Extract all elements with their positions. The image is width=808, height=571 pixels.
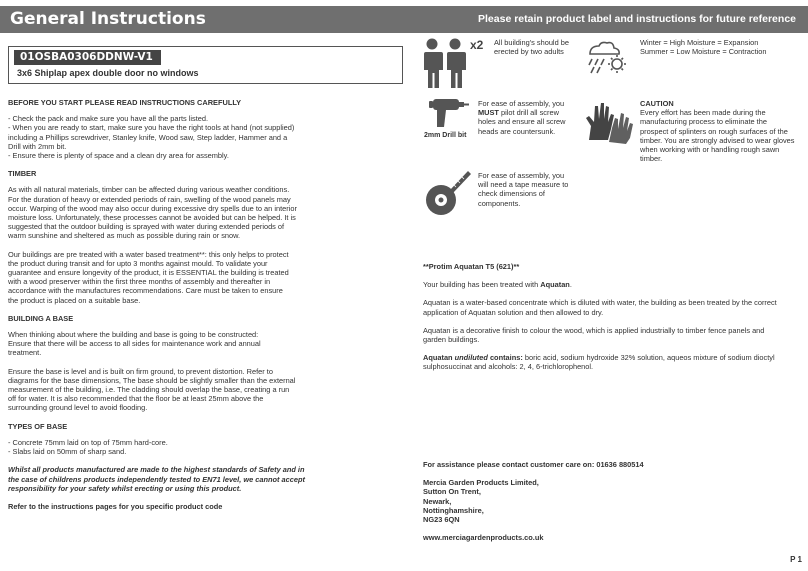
text-line: Our buildings are pre treated with a water based treatment**: this only helps to protect [8, 249, 289, 259]
text-line: the case of childrens products independently tested to EN71 level, we cannot accept [8, 474, 305, 484]
caution-heading: CAUTION [640, 99, 674, 108]
text-line: when working with or handling rough sawn [640, 145, 780, 155]
base-para-2 [8, 367, 408, 413]
text-line: check dimensions of [478, 189, 545, 199]
text-span: boric acid, sodium hydroxide 32% solution, aqueos mixture of sodium dioctyl [522, 353, 775, 363]
text-line: guarantee and ensure longevity of the product, it is ESSENTIAL the building is treated [8, 268, 289, 278]
text-line: off for water. It is also recommended that the floor be at least 25mm above the [8, 394, 264, 404]
safety-note [8, 465, 408, 493]
text-line: prospect of splinters on rough surfaces of the [640, 126, 788, 136]
care-line: For assistance please contact customer care on: 01636 880514 [423, 460, 644, 469]
text-line: responsibility for your safety whilst erecting or using this product. [8, 483, 242, 493]
text-line: the product is placed on a suitable base. [8, 295, 141, 305]
retain-note: Please retain product label and instructions for future reference [478, 13, 796, 25]
text-span: contains: [487, 353, 523, 363]
text-line: garden buildings. [423, 335, 480, 345]
people-text [494, 38, 584, 56]
text-line: application of Aquatan solution and then allowed to dry. [423, 307, 604, 317]
text-line: treatment. [8, 348, 42, 358]
text-line: occur. Warping of the wood may also occur during excessive dry spells due to an interior [8, 203, 297, 213]
aquatan-name: Aquatan [540, 280, 570, 290]
tape-measure-icon [424, 168, 472, 218]
aquatan-para-3 [423, 326, 803, 344]
weather-icon [584, 40, 630, 76]
text-line: Aquatan is a water-based concentrate which is diluted with water, the building as been treated by the correct [423, 298, 777, 308]
text-line: Summer = Low Moisture = Contraction [640, 47, 767, 57]
text-line: heads are countersunk. [478, 126, 556, 136]
before-heading: BEFORE YOU START PLEASE READ INSTRUCTIONS CAREFULLY [8, 98, 242, 107]
gloves-icon [585, 100, 633, 144]
text-line: - Concrete 75mm laid on top of 75mm hard-core. [8, 437, 168, 447]
before-line: - Ensure there is plenty of space and a clean dry area for assembly. [8, 151, 229, 161]
product-label-box [8, 46, 403, 84]
text-line: warm sunshine and sheltered as much as possible during rain or snow. [8, 231, 241, 241]
left-column [8, 98, 408, 511]
page-number: P 1 [790, 555, 802, 564]
address-line: Nottinghamshire, [423, 505, 484, 515]
text-line: moisture loss. Unfortunately, these processes cannot be avoided but can be helped. It is [8, 213, 296, 223]
text-line: Every effort has been made during the [640, 108, 766, 118]
page-title: General Instructions [10, 9, 206, 29]
aquatan-section [423, 262, 803, 372]
timber-heading: TIMBER [8, 169, 37, 179]
product-name: 3x6 Shiplap apex double door no windows [17, 68, 199, 78]
before-line: including a Phillips screwdriver, Stanley knife, Wood saw, Step ladder, Hammer and a [8, 132, 288, 142]
before-line: Drill with 2mm bit. [8, 141, 67, 151]
text-line: Whilst all products manufactured are made to the highest standards of Safety and in [8, 465, 305, 475]
text-line: the product during transit and for upto 3 months against mould. To validate your [8, 258, 268, 268]
header-bar [0, 6, 808, 33]
text-line: timber. [640, 154, 663, 164]
website-link[interactable]: www.merciagardenproducts.co.uk [423, 533, 544, 543]
text-line: When thinking about where the building and base is going to be constructed: [8, 330, 259, 340]
timber-para-2 [8, 250, 408, 305]
text-line: will need a tape measure to [478, 180, 569, 190]
text-line: holes and ensure all screw [478, 117, 566, 127]
text-line: sulphosuccinat and alcohols: 2, 4, 6-trichlorophenol. [423, 362, 594, 372]
text-line: with a wood preserver within the first three months of assembly and thereafter in [8, 277, 271, 287]
timber-para-1 [8, 185, 408, 240]
text-line [478, 108, 578, 117]
drill-text [478, 99, 578, 136]
text-line: erected by two adults [494, 47, 564, 57]
text-span: . [569, 280, 572, 290]
before-line: - When you are ready to start, make sure you have the right tools at hand (not supplied) [8, 123, 295, 133]
address-block [423, 478, 803, 524]
must-text: MUST [478, 108, 499, 118]
text-line: All building's should be [494, 38, 569, 47]
text-line: Aquatan is a decorative finish to colour the wood, which is applied industrially to timber fence panels and [423, 325, 765, 335]
contact-section [423, 460, 803, 542]
drill-caption: 2mm Drill bit [424, 132, 467, 139]
text-line: For the duration of heavy or extended periods of rain, swelling of the wood panels may [8, 194, 291, 204]
aquatan-heading: **Protim Aquatan T5 (621)** [423, 262, 520, 271]
text-line: diagrams for the base dimensions, The base should be slightly smaller than the external [8, 375, 296, 385]
text-span: undiluted [454, 353, 488, 363]
text-line: timber. You are strongly advised to wear gloves [640, 135, 795, 145]
tape-text [478, 171, 578, 208]
two-people-icon [420, 38, 470, 90]
aquatan-treated [423, 280, 803, 289]
refer-note: Refer to the instructions pages for you specific product code [8, 501, 223, 511]
before-line: - Check the pack and make sure you have all the parts listed. [8, 114, 209, 124]
text-line: - Slabs laid on 50mm of sharp sand. [8, 447, 127, 457]
aquatan-contains [423, 353, 803, 371]
text-line: manufacturing process to eliminate the [640, 117, 767, 127]
drill-icon [425, 95, 469, 131]
base-para-1 [8, 330, 408, 358]
text-line: measurement of the building, i.e. The cladding should overlap the base, creating a run [8, 385, 290, 395]
text-span: pilot drill all screw [498, 108, 559, 118]
text-line: surrounding ground level to avoid flooding. [8, 403, 148, 413]
text-span: Aquatan [423, 353, 455, 363]
weather-text [640, 38, 800, 56]
address-line: Sutton On Trent, [423, 487, 481, 497]
base-heading: BUILDING A BASE [8, 313, 74, 323]
address-line: NG23 6QN [423, 515, 460, 525]
types-heading: TYPES OF BASE [8, 421, 68, 431]
text-line: Winter = High Moisture = Expansion [640, 38, 759, 47]
text-span: Your building has been treated with [423, 280, 541, 290]
text-line: Ensure that there will be access to all sides for maintenance work and annual [8, 339, 261, 349]
text-line: suggested that the outdoor building is sprayed with water during extended periods of [8, 222, 285, 232]
text-line: As with all natural materials, timber can be affected during various weather conditions. [8, 185, 290, 195]
before-list [8, 114, 408, 160]
text-line: For ease of assembly, you [478, 99, 565, 108]
types-list [8, 438, 408, 456]
address-line: Newark, [423, 496, 452, 506]
text-line [423, 353, 803, 362]
text-line: accordance with the manufactures recommendations. Care must be taken to ensure [8, 286, 283, 296]
product-code: 01OSBA0306DDNW-V1 [14, 50, 161, 65]
text-line: For ease of assembly, you [478, 171, 565, 180]
aquatan-para-2 [423, 298, 803, 316]
caution-block [640, 99, 805, 163]
text-line: components. [478, 198, 521, 208]
text-line: Ensure the base is level and is built on firm ground, to prevent distortion. Refer to [8, 366, 273, 376]
address-line: Mercia Garden Products Limited, [423, 478, 539, 488]
people-multiplier: x2 [470, 38, 484, 52]
